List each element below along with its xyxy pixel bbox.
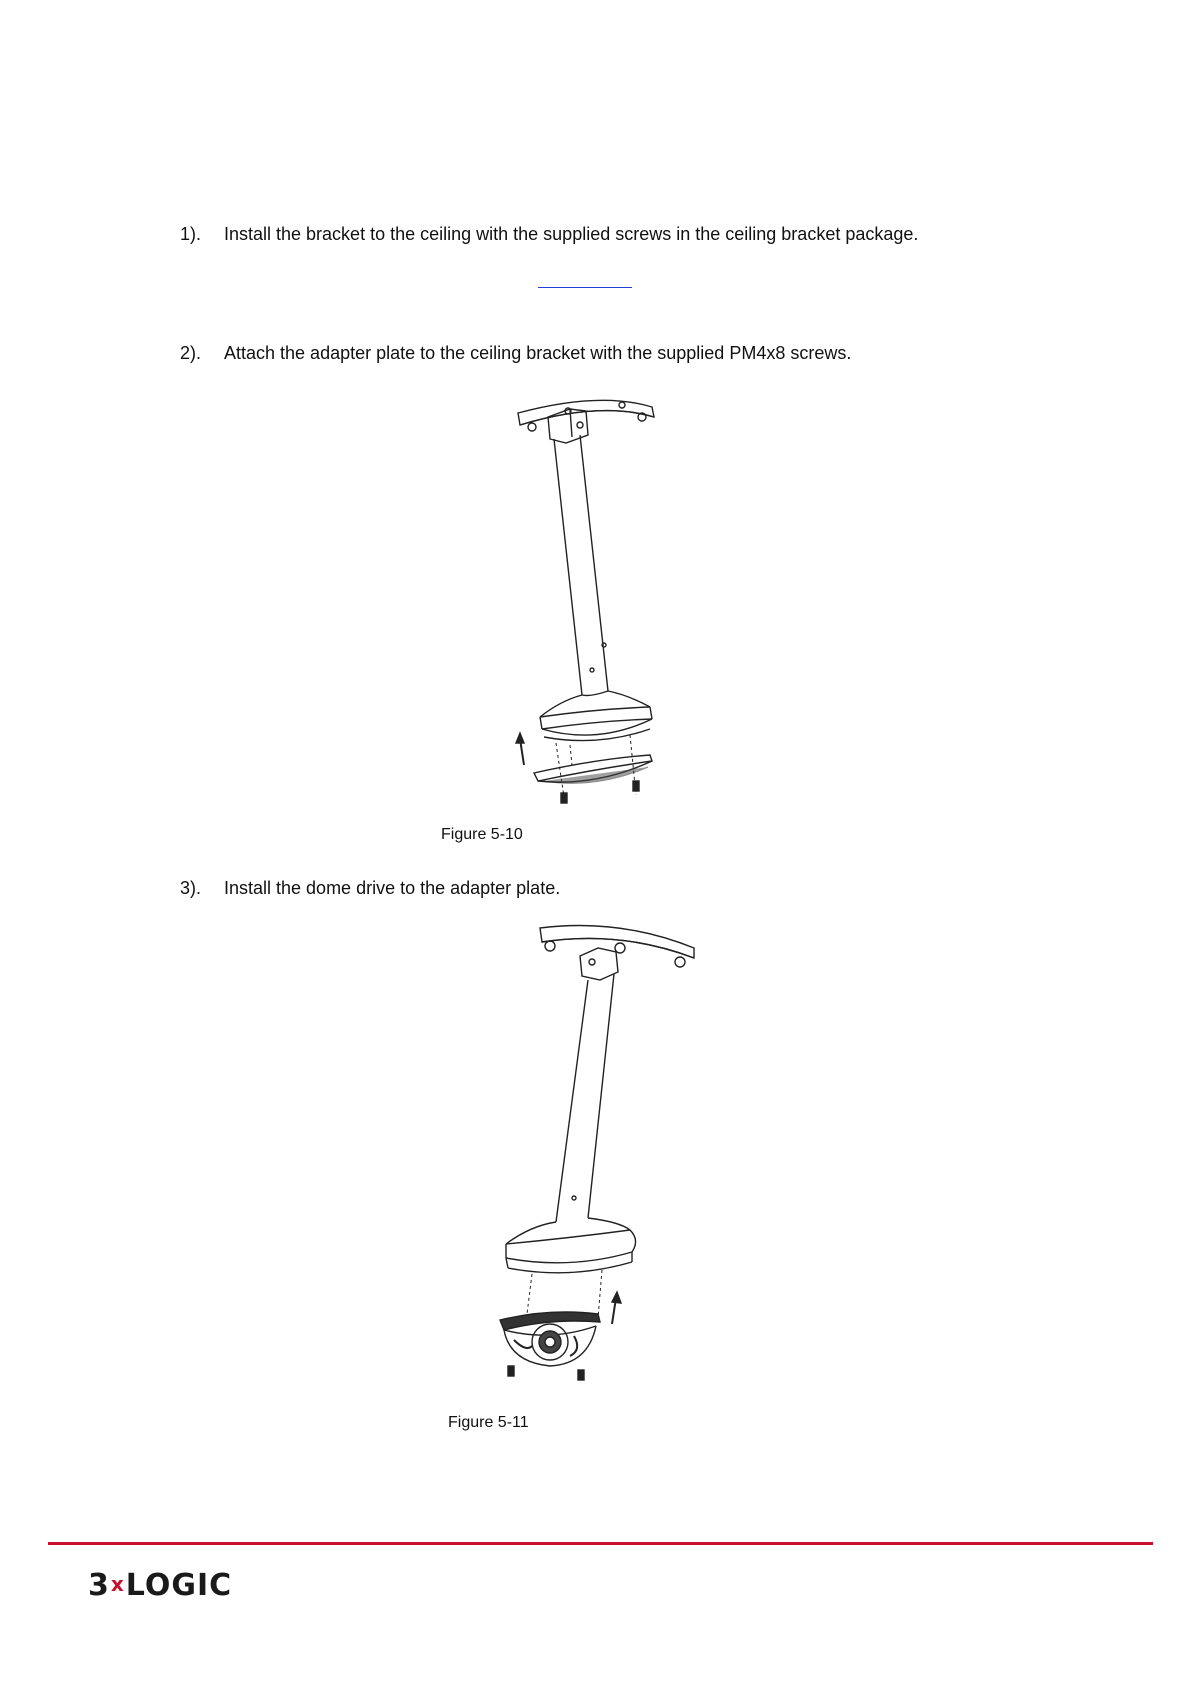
step-text: Attach the adapter plate to the ceiling bracket with the supplied PM4x8 screws. xyxy=(224,343,852,363)
figure-caption-5-11: Figure 5-11 xyxy=(448,1414,529,1431)
step-text: Install the bracket to the ceiling with the supplied screws in the ceiling bracket package. xyxy=(224,224,919,244)
step-number: 3). xyxy=(180,878,202,898)
footer-rule xyxy=(48,1542,1153,1545)
hyperlink-underline[interactable] xyxy=(538,287,632,288)
logo-suffix: LOGIC xyxy=(125,1568,233,1603)
figure-caption-5-10: Figure 5-10 xyxy=(441,826,523,843)
logo-prefix: 3 xyxy=(88,1568,110,1603)
step-number: 1). xyxy=(180,224,202,244)
step-text: Install the dome drive to the adapter plate. xyxy=(224,878,561,898)
figure-5-11-dome-drive-diagram xyxy=(470,922,710,1392)
step-number: 2). xyxy=(180,343,202,363)
figure-5-10-adapter-plate-diagram xyxy=(500,395,700,805)
brand-logo xyxy=(88,1568,232,1603)
logo-x: x xyxy=(110,1572,125,1596)
